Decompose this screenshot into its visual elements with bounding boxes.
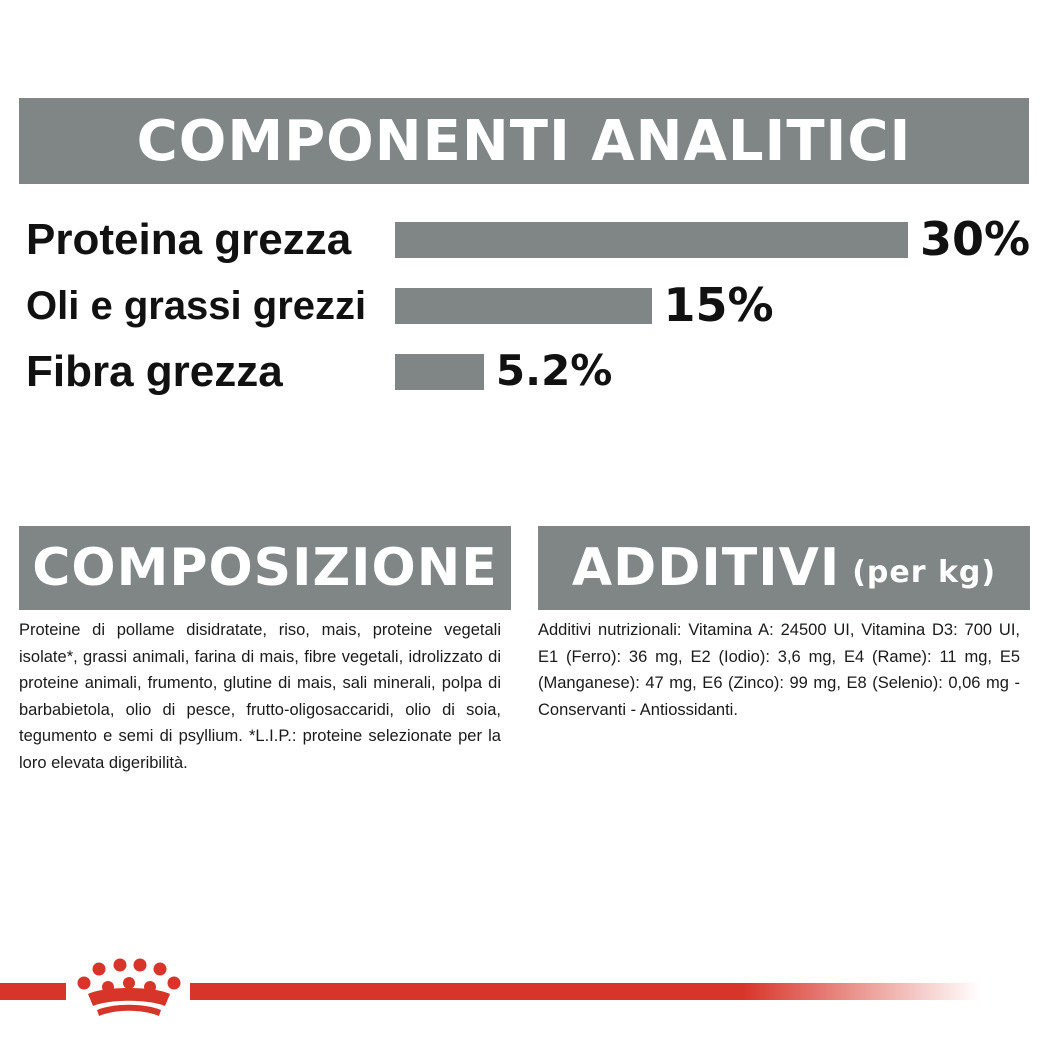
- analytic-components-title: COMPONENTI ANALITICI: [136, 108, 912, 174]
- additives-heading: [538, 526, 1030, 610]
- additives-paragraph: Additivi nutrizionali: Vitamina A: 24500 UI, Vitamina D3: 700 UI, E1 (Ferro): 36 mg, E2 (Iodio): 3,6 mg, E4 (Rame): 11 mg, E5 (Manganese): 47 mg, E6 (Zinco): 99 mg, E8 (Selenio): 0,06 mg - Conservanti - Antiossidanti.: [538, 621, 1020, 719]
- footer-red-line-right: [190, 983, 980, 1000]
- additives-title: ADDITIVI: [571, 538, 841, 598]
- nutrient-label: Proteina grezza: [26, 215, 352, 264]
- analytic-components-heading: [19, 98, 1029, 184]
- additives-unit-suffix: (per kg): [852, 554, 997, 590]
- nutrient-bar: [395, 222, 908, 258]
- footer-red-line-left: [0, 983, 66, 1000]
- nutrient-value-label: 5.2%: [495, 346, 613, 395]
- nutrient-label: Oli e grassi grezzi: [26, 284, 367, 328]
- nutrient-label: Fibra grezza: [26, 347, 283, 396]
- nutrient-value-label: 15%: [663, 278, 774, 332]
- nutrient-value-label: 30%: [920, 212, 1031, 266]
- composition-paragraph: Proteine di pollame disidratate, riso, mais, proteine vegetali isolate*, grassi animali, farina di mais, fibre vegetali, idrolizzato di proteine animali, frumento, glutine di mais, sali minerali, polpa di barbabietola, olio di pesce, frutto-oligosaccaridi, olio di soia, tegumento e semi di psyllium. *L.I.P.: proteine selezionate per la loro elevata digeribilità.: [19, 621, 501, 772]
- nutrient-bar: [395, 354, 484, 390]
- crown-logo-icon: [70, 956, 188, 1018]
- composition-heading: [19, 526, 511, 610]
- composition-title: COMPOSIZIONE: [32, 538, 498, 598]
- nutrient-bar: [395, 288, 652, 324]
